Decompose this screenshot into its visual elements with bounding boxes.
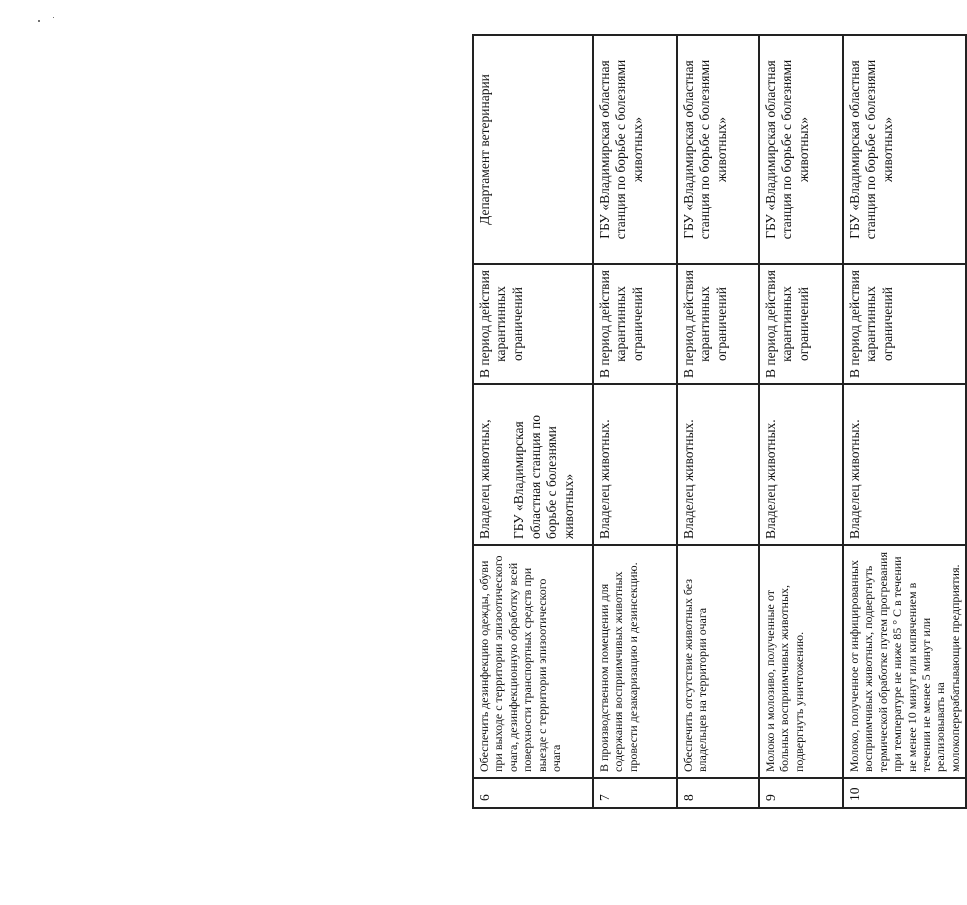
- control-cell: ГБУ «Владимирская областная станция по борьбе с болезнями животных»: [593, 35, 677, 264]
- table-row: [473, 35, 593, 808]
- responsible-cell: Владелец животных.: [759, 384, 843, 545]
- row-number: 9: [759, 778, 843, 808]
- control-cell: Департамент ветеринарии: [473, 35, 593, 264]
- table-row: [843, 35, 966, 808]
- table-row: [759, 35, 843, 808]
- action-cell: Обеспечить дезинфекцию одежды, обуви при выходе с территории эпизоотического очага, дезинфекционную обработку всей поверхности транспортных средств при выезде с территории эпизоотического очага: [473, 545, 593, 778]
- responsible-line: ГБУ «Владимирская областная станция по борьбе с болезнями животных»: [511, 415, 576, 539]
- period-cell: В период действия карантинных ограничений: [473, 264, 593, 384]
- row-number: 8: [677, 778, 759, 808]
- table-row: [677, 35, 759, 808]
- period-cell: В период действия карантинных ограничений: [843, 264, 966, 384]
- row-number: 7: [593, 778, 677, 808]
- scan-speck: [53, 17, 54, 18]
- action-cell: Молоко, полученное от инфицированных восприимчивых животных, подвергнуть термической обработке путем прогревания при температуре не ниже 85 ° С в течении не менее 10 минут или кипячением в течении не менее 5 минут или реализовывать на молокоперерабатывающие предприятия.: [843, 545, 966, 778]
- responsible-cell: Владелец животных.: [593, 384, 677, 545]
- row-number: 6: [473, 778, 593, 808]
- table-row: [593, 35, 677, 808]
- responsible-cell: Владелец животных.: [677, 384, 759, 545]
- action-cell: В производственном помещении для содержания восприимчивых животных провести дезакаризацию и дезинсекцию.: [593, 545, 677, 778]
- scan-speck: [38, 20, 40, 22]
- control-cell: ГБУ «Владимирская областная станция по борьбе с болезнями животных»: [843, 35, 966, 264]
- action-cell: Обеспечить отсутствие животных без владельцев на территории очага: [677, 545, 759, 778]
- spacer: [493, 390, 511, 539]
- responsible-cell: [473, 384, 593, 545]
- row-number: 10: [843, 778, 966, 808]
- action-cell: Молоко и молозиво, полученные от больных восприимчивых животных, подвергнуть уничтожению.: [759, 545, 843, 778]
- period-cell: В период действия карантинных ограничений: [593, 264, 677, 384]
- responsible-cell: Владелец животных.: [843, 384, 966, 545]
- measures-table: [472, 34, 967, 809]
- control-cell: ГБУ «Владимирская областная станция по борьбе с болезнями животных»: [677, 35, 759, 264]
- period-cell: В период действия карантинных ограничений: [759, 264, 843, 384]
- rotated-page: [472, 36, 962, 809]
- control-cell: ГБУ «Владимирская областная станция по борьбе с болезнями животных»: [759, 35, 843, 264]
- responsible-line: Владелец животных,: [477, 419, 492, 539]
- period-cell: В период действия карантинных ограничений: [677, 264, 759, 384]
